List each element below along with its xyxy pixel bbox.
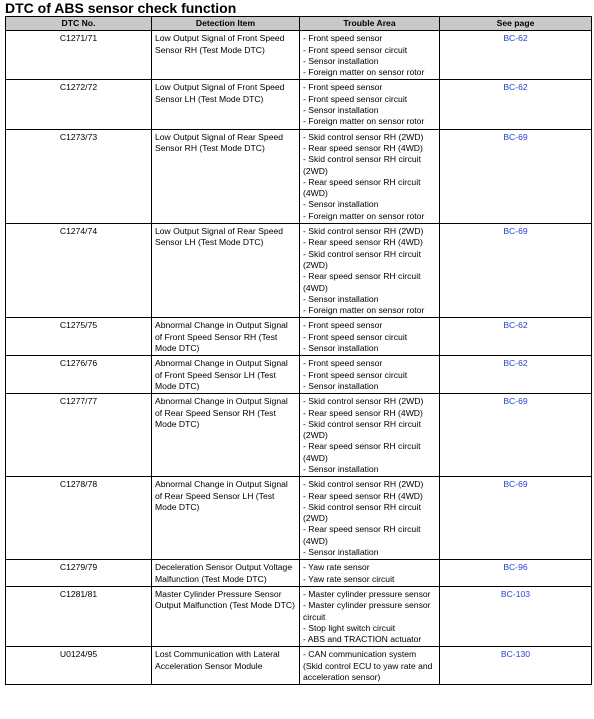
see-page-link[interactable]: BC-69 [503,396,528,407]
header-trouble-area: Trouble Area [300,17,440,31]
trouble-area-item: - Master cylinder pressure sensor circuit [303,600,431,622]
trouble-area-item: - Yaw rate sensor [303,562,370,573]
see-page-link[interactable]: BC-62 [503,82,528,93]
trouble-area [300,80,440,129]
table-body [6,31,592,685]
see-page-cell [440,586,592,646]
table-row [6,356,592,394]
trouble-area-item: - Skid control sensor RH (2WD) [303,226,424,237]
trouble-area-item: - Rear speed sensor RH circuit (4WD) [303,271,421,293]
trouble-area [300,586,440,646]
trouble-area-item: - Skid control sensor RH circuit (2WD) [303,501,421,524]
trouble-area-item: - Front speed sensor circuit [303,369,408,380]
table-row [6,647,592,685]
table-header-row [6,17,592,31]
trouble-area-item: - Front speed sensor [303,82,383,93]
dtc-code: C1279/79 [6,560,152,587]
table-row [6,477,592,560]
trouble-area-item: - Sensor installation [303,380,379,391]
table-row [6,586,592,646]
detection-item: Abnormal Change in Output Signal of Front Speed Sensor LH (Test Mode DTC) [152,356,300,394]
dtc-code: C1274/74 [6,224,152,318]
trouble-area-item: - Stop light switch circuit [303,622,396,633]
table-row [6,80,592,129]
trouble-area [300,647,440,685]
trouble-area-item: - Foreign matter on sensor rotor [303,116,425,127]
see-page-link[interactable]: BC-62 [503,320,528,331]
trouble-area-item: - Foreign matter on sensor rotor [303,305,425,316]
trouble-area [300,477,440,560]
trouble-area-item: - Foreign matter on sensor rotor [303,210,425,221]
detection-item: Low Output Signal of Front Speed Sensor RH (Test Mode DTC) [152,31,300,80]
trouble-area-item: - Skid control sensor RH (2WD) [303,479,424,490]
see-page-link[interactable]: BC-96 [503,562,528,573]
trouble-area-item: - Front speed sensor [303,320,383,331]
trouble-area-item: - Rear speed sensor RH circuit (4WD) [303,524,421,546]
header-see-page: See page [440,17,592,31]
trouble-area-item: - Foreign matter on sensor rotor [303,67,425,78]
trouble-area-item: - Rear speed sensor RH circuit (4WD) [303,176,421,199]
trouble-area-item: - ABS and TRACTION actuator [303,634,422,645]
trouble-area-item: - Sensor installation [303,55,379,66]
trouble-area-item: - Sensor installation [303,293,379,304]
detection-item: Abnormal Change in Output Signal of Rear Speed Sensor RH (Test Mode DTC) [152,394,300,477]
trouble-area-item: - CAN communication system (Skid control ECU to yaw rate and acceleration sensor) [303,649,433,683]
see-page-link[interactable]: BC-62 [503,358,528,369]
detection-item: Lost Communication with Lateral Acceleration Sensor Module [152,647,300,685]
trouble-area-item: - Rear speed sensor RH (4WD) [303,142,423,153]
dtc-code: U0124/95 [6,647,152,685]
trouble-area-item: - Skid control sensor RH circuit (2WD) [303,154,421,176]
trouble-area-item: - Skid control sensor RH circuit (2WD) [303,248,421,270]
header-dtc-no: DTC No. [6,17,152,31]
detection-item: Abnormal Change in Output Signal of Front Speed Sensor RH (Test Mode DTC) [152,318,300,356]
trouble-area [300,318,440,356]
trouble-area-item: - Sensor installation [303,199,379,210]
header-detection-item: Detection Item [152,17,300,31]
trouble-area-item: - Front speed sensor [303,33,383,44]
dtc-table [5,16,592,685]
table-row [6,394,592,477]
dtc-code: C1273/73 [6,129,152,223]
detection-item: Low Output Signal of Rear Speed Sensor LH (Test Mode DTC) [152,224,300,318]
see-page-cell [440,80,592,129]
see-page-link[interactable]: BC-69 [503,226,528,237]
table-row [6,129,592,223]
see-page-cell [440,647,592,685]
see-page-cell [440,477,592,560]
table-row [6,318,592,356]
trouble-area-item: - Rear speed sensor RH (4WD) [303,237,423,248]
detection-item: Low Output Signal of Front Speed Sensor LH (Test Mode DTC) [152,80,300,129]
trouble-area-item: - Skid control sensor RH (2WD) [303,396,424,407]
trouble-area-item: - Front speed sensor circuit [303,93,408,104]
trouble-area [300,224,440,318]
trouble-area [300,394,440,477]
trouble-area-item: - Rear speed sensor RH (4WD) [303,407,423,418]
trouble-area-item: - Skid control sensor RH circuit (2WD) [303,418,421,441]
trouble-area-item: - Front speed sensor [303,358,383,369]
trouble-area [300,560,440,587]
trouble-area-item: - Skid control sensor RH (2WD) [303,131,424,142]
dtc-code: C1278/78 [6,477,152,560]
trouble-area-item: - Master cylinder pressure sensor [303,588,431,599]
table-row [6,31,592,80]
trouble-area-item: - Rear speed sensor RH circuit (4WD) [303,441,421,463]
detection-item: Low Output Signal of Rear Speed Sensor RH (Test Mode DTC) [152,129,300,223]
trouble-area [300,31,440,80]
detection-item: Master Cylinder Pressure Sensor Output Malfunction (Test Mode DTC) [152,586,300,646]
trouble-area-item: - Rear speed sensor RH (4WD) [303,490,423,501]
trouble-area [300,356,440,394]
trouble-area-item: - Sensor installation [303,343,379,354]
dtc-code: C1271/71 [6,31,152,80]
trouble-area [300,129,440,223]
see-page-link[interactable]: BC-103 [500,588,531,599]
see-page-cell [440,394,592,477]
dtc-code: C1277/77 [6,394,152,477]
trouble-area-item: - Front speed sensor circuit [303,44,408,55]
dtc-code: C1276/76 [6,356,152,394]
see-page-cell [440,224,592,318]
detection-item: Deceleration Sensor Output Voltage Malfunction (Test Mode DTC) [152,560,300,587]
see-page-link[interactable]: BC-130 [500,649,531,660]
trouble-area-item: - Sensor installation [303,547,379,558]
see-page-link[interactable]: BC-69 [503,479,528,490]
detection-item: Abnormal Change in Output Signal of Rear Speed Sensor LH (Test Mode DTC) [152,477,300,560]
table-row [6,224,592,318]
see-page-cell [440,31,592,80]
trouble-area-item: - Yaw rate sensor circuit [303,573,395,584]
page-title: DTC of ABS sensor check function [5,0,237,16]
see-page-link[interactable]: BC-62 [503,33,528,44]
see-page-link[interactable]: BC-69 [503,131,528,142]
trouble-area-item: - Sensor installation [303,105,379,116]
see-page-cell [440,356,592,394]
dtc-code: C1272/72 [6,80,152,129]
dtc-code: C1281/81 [6,586,152,646]
see-page-cell [440,560,592,587]
trouble-area-item: - Sensor installation [303,463,379,474]
see-page-cell [440,129,592,223]
trouble-area-item: - Front speed sensor circuit [303,331,408,342]
dtc-code: C1275/75 [6,318,152,356]
table-row [6,560,592,587]
see-page-cell [440,318,592,356]
